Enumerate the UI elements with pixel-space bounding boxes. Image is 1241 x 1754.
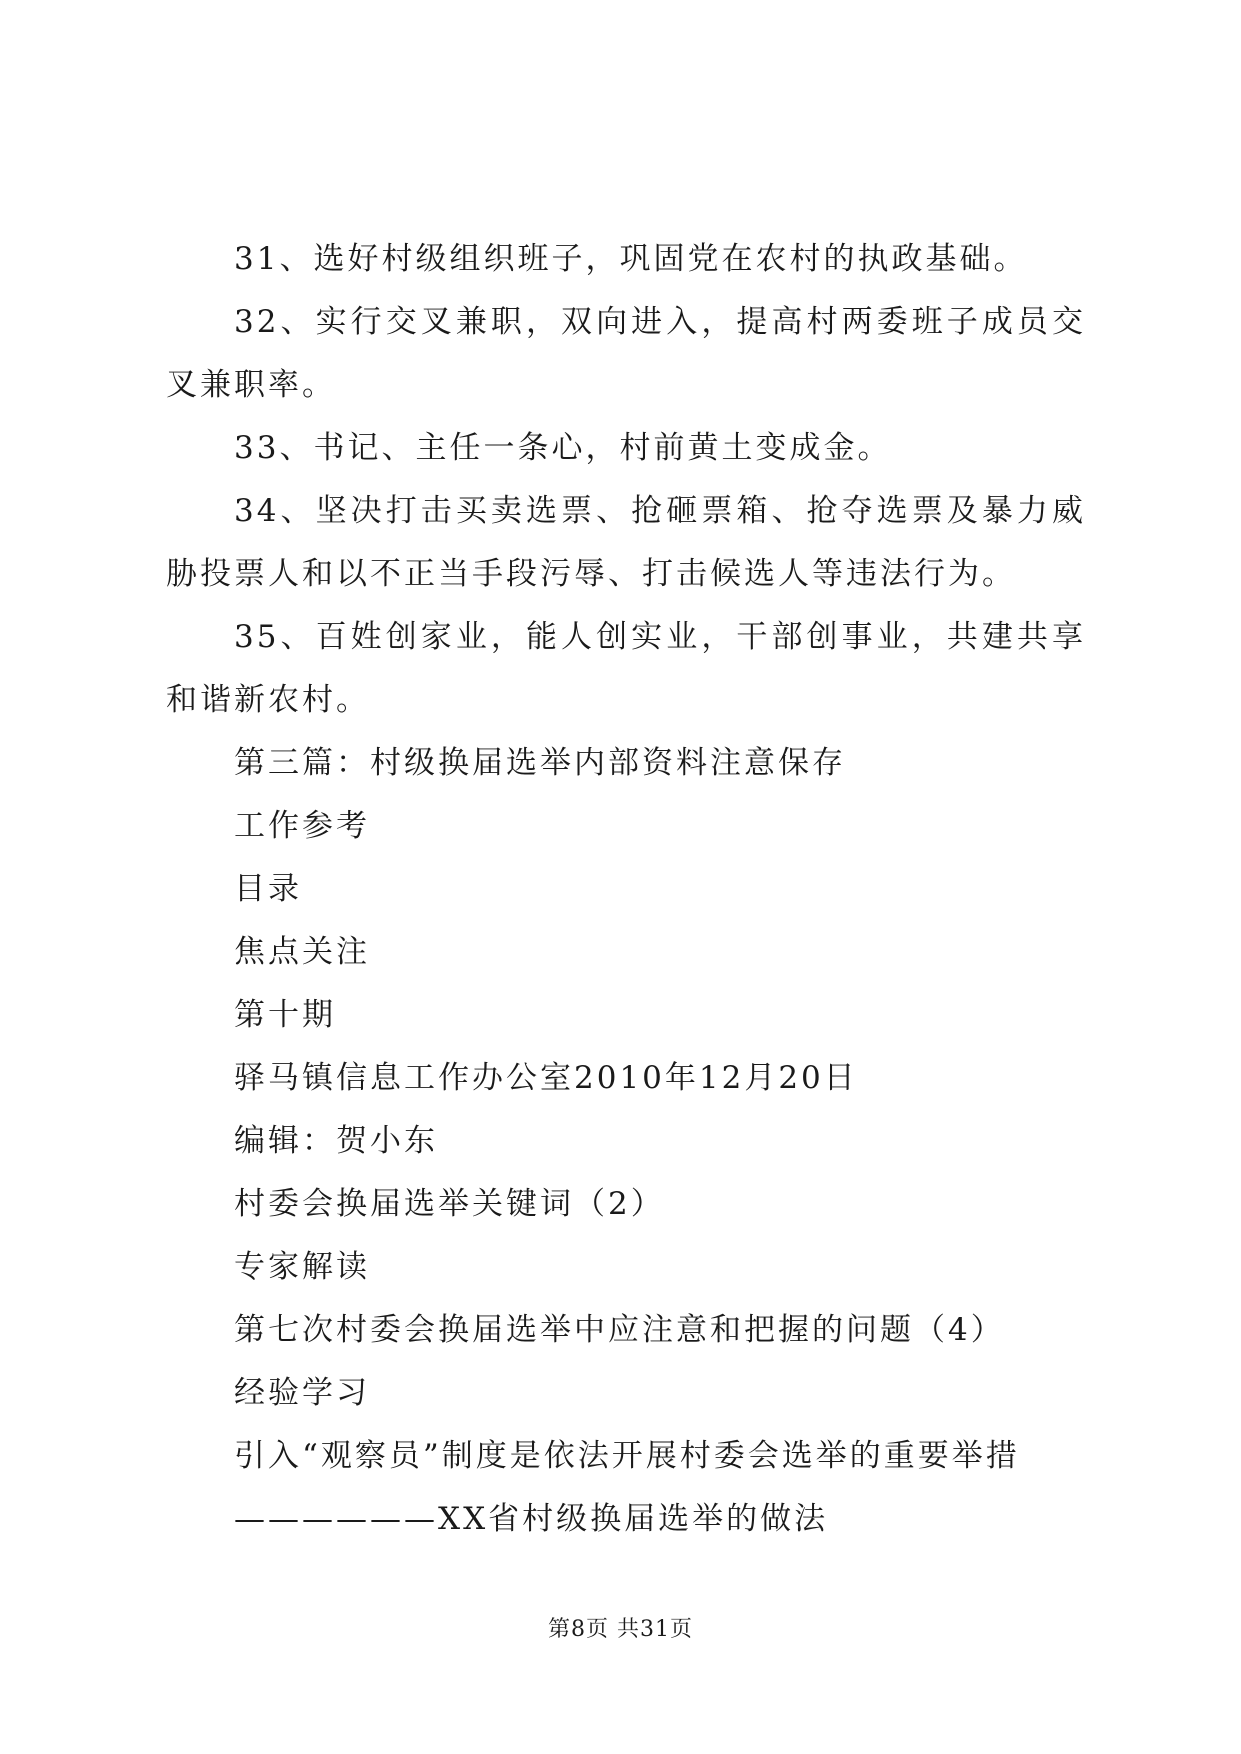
toc-category-expert: 专家解读 bbox=[234, 1249, 370, 1285]
toc-item-observer: 引入“观察员”制度是依法开展村委会选举的重要举措 bbox=[234, 1438, 1020, 1474]
toc-item-subtitle: ——————XX省村级换届选举的做法 bbox=[234, 1501, 829, 1537]
paragraph-34: 34、坚决打击买卖选票、抢砸票箱、抢夺选票及暴力威胁投票人和以不正当手段污辱、打击候选人等违法行为。 bbox=[166, 493, 1086, 592]
page-footer: 第8页 共31页 bbox=[548, 1617, 693, 1642]
toc-category-experience: 经验学习 bbox=[234, 1375, 370, 1411]
paragraph-33: 33、书记、主任一条心，村前黄土变成金。 bbox=[234, 430, 892, 466]
toc-heading: 目录 bbox=[234, 871, 302, 907]
paragraph-32: 32、实行交叉兼职，双向进入，提高村两委班子成员交叉兼职率。 bbox=[166, 304, 1086, 403]
document-body bbox=[166, 228, 1086, 1551]
publication-name: 工作参考 bbox=[234, 808, 370, 844]
publisher-date: 驿马镇信息工作办公室2010年12月20日 bbox=[234, 1060, 858, 1096]
editor: 编辑：贺小东 bbox=[234, 1123, 438, 1159]
issue-number: 第十期 bbox=[234, 997, 336, 1033]
toc-item-keywords: 村委会换届选举关键词（2） bbox=[234, 1186, 665, 1222]
toc-category-focus: 焦点关注 bbox=[234, 934, 370, 970]
paragraph-31: 31、选好村级组织班子，巩固党在农村的执政基础。 bbox=[234, 241, 1028, 277]
paragraph-35: 35、百姓创家业，能人创实业，干部创事业，共建共享和谐新农村。 bbox=[166, 619, 1086, 718]
toc-item-issues: 第七次村委会换届选举中应注意和把握的问题（4） bbox=[234, 1312, 1005, 1348]
section-title: 第三篇：村级换届选举内部资料注意保存 bbox=[234, 745, 846, 781]
